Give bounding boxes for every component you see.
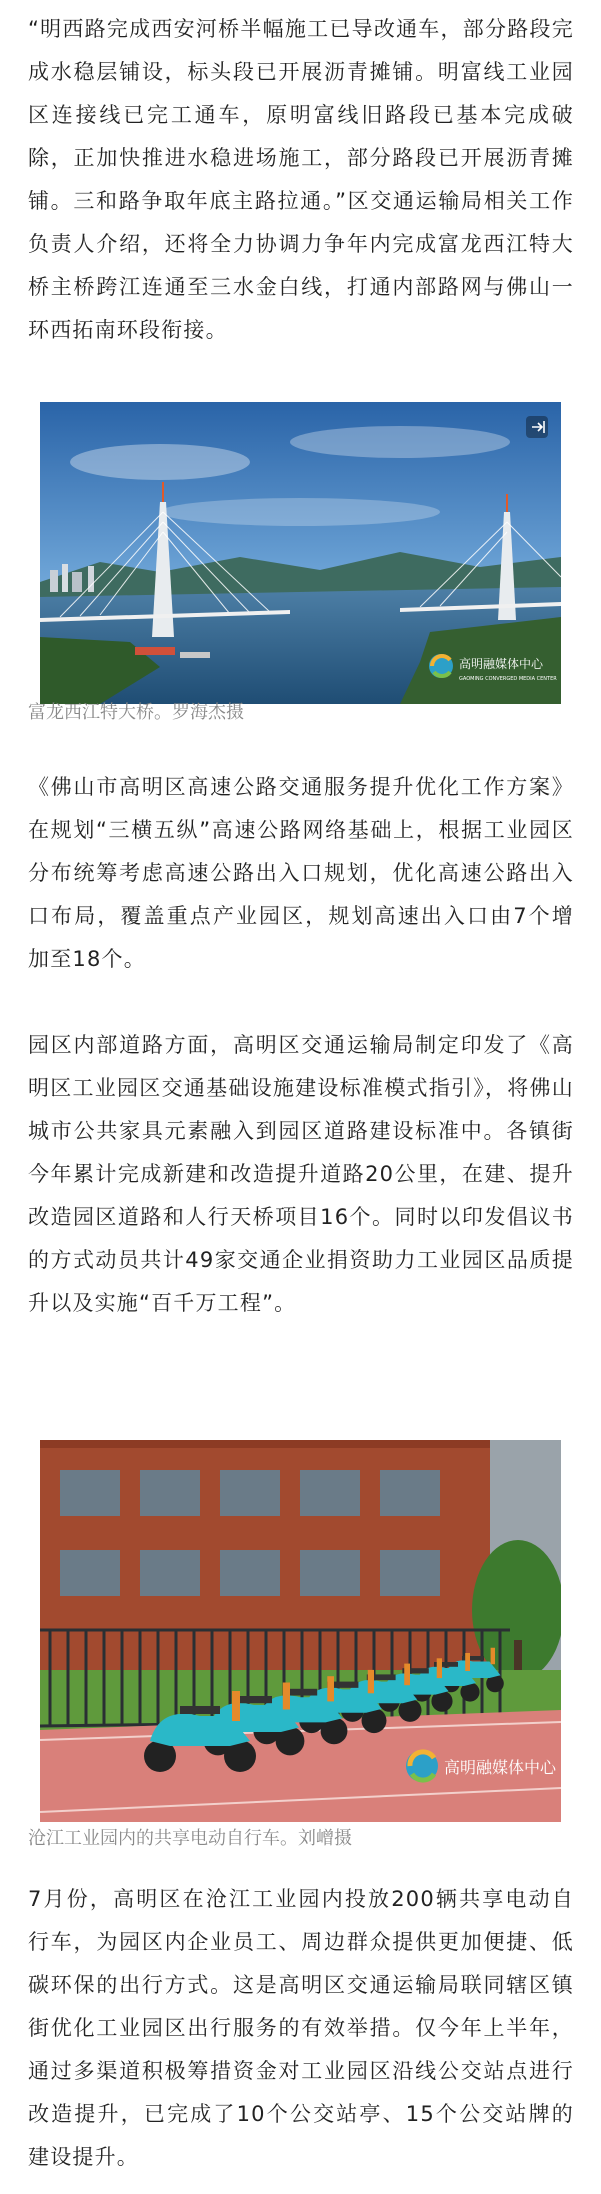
article-paragraph-4: 7月份，高明区在沧江工业园内投放200辆共享电动自行车，为园区内企业员工、周边群众提供更加便捷、低碳环保的出行方式。这是高明区交通运输局联同辖区镇街优化工业园区出行服务的有效举措。仅今年上半年，通过多渠道积极筹措资金对工业园区沿线公交站点进行改造提升，已完成了10个公交站亭、15个公交站牌的建设提升。: [28, 1887, 574, 2169]
watermark-text: 高明融媒体中心: [459, 657, 544, 671]
ebike-photo[interactable]: [40, 1440, 561, 1822]
article-paragraph-2: 《佛山市高明区高速公路交通服务提升优化工作方案》在规划“三横五纵”高速公路网络基础上，根据工业园区分布统筹考虑高速公路出入口规划，优化高速公路出入口布局，覆盖重点产业园区，规划高速出入口由7个增加至18个。: [28, 775, 574, 971]
expand-icon[interactable]: [526, 416, 548, 438]
watermark-subtext: GAOMING CONVERGED MEDIA CENTER: [459, 676, 557, 682]
article-paragraph-1: “明西路完成西安河桥半幅施工已导改通车，部分路段完成水稳层铺设，标头段已开展沥青摊铺。明富线工业园区连接线已完工通车，原明富线旧路段已基本完成破除，正加快推进水稳进场施工，部分路段已开展沥青摊铺。三和路争取年底主路拉通。”区交通运输局相关工作负责人介绍，还将全力协调力争年内完成富龙西江特大桥主桥跨江连通至三水金白线，打通内部路网与佛山一环西拓南环段衔接。: [28, 17, 574, 342]
watermark-text: 高明融媒体中心: [444, 1758, 557, 1777]
photo-caption: 富龙西江特大桥。罗海杰摄: [28, 702, 244, 723]
logo-icon: [429, 654, 453, 678]
photo-caption: 沧江工业园内的共享电动自行车。刘嶒摄: [28, 1828, 352, 1849]
article-paragraph-3: 园区内部道路方面，高明区交通运输局制定印发了《高明区工业园区交通基础设施建设标准模式指引》，将佛山城市公共家具元素融入到园区道路建设标准中。各镇街今年累计完成新建和改造提升道路20公里，在建、提升改造园区道路和人行天桥项目16个。同时以印发倡议书的方式动员共计49家交通企业捐资助力工业园区品质提升以及实施“百千万工程”。: [28, 1033, 574, 1315]
bridge-photo[interactable]: [40, 402, 561, 704]
